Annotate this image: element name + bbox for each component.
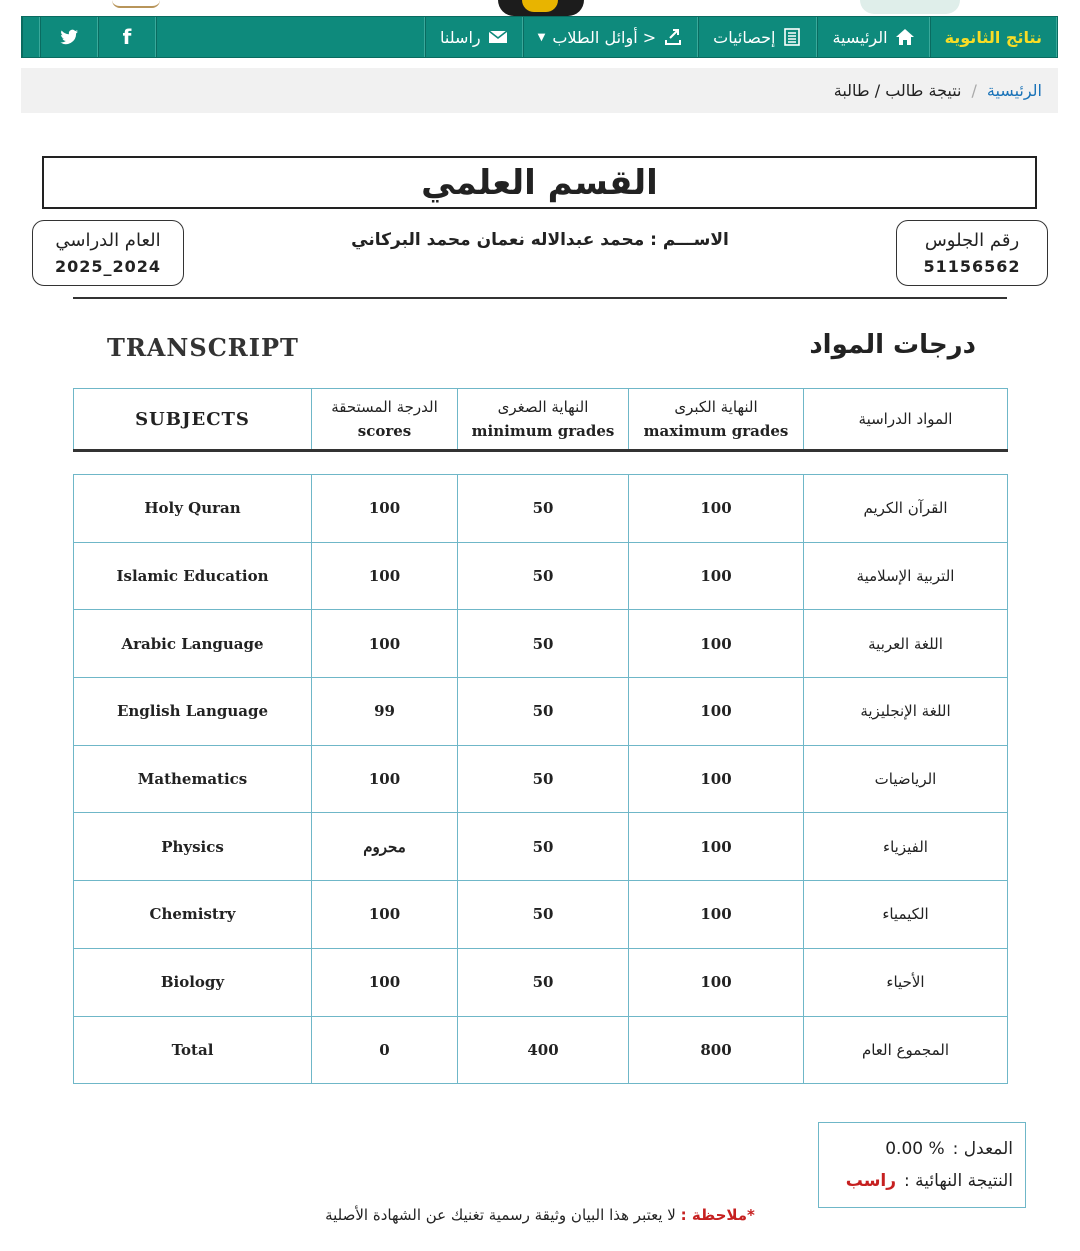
score-cell: 100 <box>312 881 458 949</box>
breadcrumb-separator: / <box>971 81 977 100</box>
min-grade-cell: 50 <box>458 745 629 813</box>
score-cell: محروم <box>312 813 458 881</box>
subject-arabic-cell: الرياضيات <box>804 745 1008 813</box>
min-grade-cell: 50 <box>458 475 629 543</box>
table-row <box>74 678 1008 746</box>
average-label: المعدل : <box>952 1139 1013 1159</box>
subject-arabic-cell: الأحياء <box>804 948 1008 1016</box>
table-row <box>74 745 1008 813</box>
divider <box>73 297 1007 299</box>
subject-arabic-cell: اللغة العربية <box>804 610 1008 678</box>
academic-year-value: 2025_2024 <box>54 257 162 276</box>
nav-item-label: < أوائل الطلاب <box>552 27 657 47</box>
max-grade-cell: 100 <box>629 542 804 610</box>
home-icon <box>895 27 915 47</box>
max-grade-cell: 800 <box>629 1016 804 1084</box>
nav-item-label: الرئيسية <box>832 27 888 47</box>
envelope-icon <box>488 27 508 47</box>
column-header-subjects-ar: المواد الدراسية <box>804 389 1008 451</box>
banner-ornament-right <box>860 0 960 14</box>
transcript-heading-arabic: درجات المواد <box>809 330 976 360</box>
section-title: القسم العلمي <box>42 156 1037 209</box>
nav-item-top-students[interactable] <box>523 17 699 57</box>
result-summary <box>818 1122 1026 1208</box>
breadcrumb <box>21 68 1058 113</box>
max-grade-cell: 100 <box>629 745 804 813</box>
column-header-min-grades: النهاية الصغرى minimum grades <box>458 389 629 451</box>
table-row <box>74 542 1008 610</box>
subject-english-cell: Mathematics <box>74 745 312 813</box>
grades-table-header <box>73 388 1008 452</box>
max-grade-cell: 100 <box>629 475 804 543</box>
score-cell: 100 <box>312 610 458 678</box>
subject-english-cell: Holy Quran <box>74 475 312 543</box>
subject-arabic-cell: الكيمياء <box>804 881 1008 949</box>
breadcrumb-home-link[interactable]: الرئيسية <box>986 81 1042 100</box>
disclaimer-note <box>0 1206 1080 1224</box>
min-grade-cell: 50 <box>458 542 629 610</box>
site-banner <box>0 0 1080 16</box>
caret-down-icon: ▼ <box>537 31 546 43</box>
seat-number-label: رقم الجلوس <box>924 230 1020 251</box>
score-cell: 99 <box>312 678 458 746</box>
table-row <box>74 1016 1008 1084</box>
max-grade-cell: 100 <box>629 813 804 881</box>
average-value: 0.00 % <box>885 1139 945 1159</box>
subject-english-cell: Chemistry <box>74 881 312 949</box>
subject-english-cell: Total <box>74 1016 312 1084</box>
academic-year-box <box>32 220 184 286</box>
score-cell: 100 <box>312 475 458 543</box>
subject-english-cell: Biology <box>74 948 312 1016</box>
min-grade-cell: 50 <box>458 948 629 1016</box>
facebook-icon: f <box>122 25 132 49</box>
nav-item-contact[interactable] <box>425 17 523 57</box>
table-row <box>74 881 1008 949</box>
seat-number-box <box>896 220 1048 286</box>
subject-arabic-cell: المجموع العام <box>804 1016 1008 1084</box>
min-grade-cell: 50 <box>458 610 629 678</box>
table-row <box>74 813 1008 881</box>
twitter-icon <box>59 27 79 47</box>
subject-english-cell: Islamic Education <box>74 542 312 610</box>
min-grade-cell: 50 <box>458 881 629 949</box>
subject-english-cell: Arabic Language <box>74 610 312 678</box>
max-grade-cell: 100 <box>629 610 804 678</box>
nav-item-label: إحصائيات <box>713 27 776 47</box>
table-row <box>74 475 1008 543</box>
student-name-value: محمد عبدالاله نعمان محمد البركاني <box>351 230 645 250</box>
max-grade-cell: 100 <box>629 948 804 1016</box>
nav-item-home[interactable] <box>817 17 929 57</box>
column-header-scores: الدرجة المستحقة scores <box>312 389 458 451</box>
student-name-line <box>250 230 830 250</box>
upload-icon <box>663 27 683 47</box>
column-header-subjects-en: SUBJECTS <box>74 389 312 451</box>
nav-item-label: راسلنا <box>440 27 481 47</box>
nav-item-label: نتائج الثانوية <box>944 27 1042 47</box>
nav-spacer <box>156 17 425 57</box>
note-label: *ملاحظة : <box>680 1206 755 1224</box>
min-grade-cell: 400 <box>458 1016 629 1084</box>
subject-english-cell: English Language <box>74 678 312 746</box>
column-header-max-grades: النهاية الكبرى maximum grades <box>629 389 804 451</box>
subject-arabic-cell: اللغة الإنجليزية <box>804 678 1008 746</box>
min-grade-cell: 50 <box>458 813 629 881</box>
grades-table <box>73 474 1008 1084</box>
student-name-label: الاســـم : <box>650 230 729 250</box>
twitter-link[interactable] <box>40 17 98 57</box>
max-grade-cell: 100 <box>629 881 804 949</box>
average-row <box>831 1133 1013 1165</box>
subject-english-cell: Physics <box>74 813 312 881</box>
banner-ornament <box>112 0 160 8</box>
nav-item-results[interactable] <box>930 17 1057 57</box>
subject-arabic-cell: الفيزياء <box>804 813 1008 881</box>
nav-item-statistics[interactable] <box>698 17 817 57</box>
seat-number-value: 51156562 <box>923 257 1021 276</box>
subject-arabic-cell: التربية الإسلامية <box>804 542 1008 610</box>
transcript-heading-english: TRANSCRIPT <box>107 333 299 362</box>
final-result-label: النتيجة النهائية : <box>904 1171 1013 1191</box>
table-row <box>74 610 1008 678</box>
academic-year-label: العام الدراسي <box>55 230 161 251</box>
final-result-value: راسب <box>845 1171 897 1191</box>
score-cell: 100 <box>312 542 458 610</box>
score-cell: 100 <box>312 745 458 813</box>
main-navbar <box>21 16 1058 58</box>
max-grade-cell: 100 <box>629 678 804 746</box>
facebook-link[interactable] <box>98 17 156 57</box>
note-text: لا يعتبر هذا البيان وثيقة رسمية تغنيك عن الشهادة الأصلية <box>325 1206 676 1224</box>
final-result-row <box>831 1165 1013 1197</box>
score-cell: 100 <box>312 948 458 1016</box>
min-grade-cell: 50 <box>458 678 629 746</box>
subject-arabic-cell: القرآن الكريم <box>804 475 1008 543</box>
breadcrumb-current: نتيجة طالب / طالبة <box>833 81 962 100</box>
table-row <box>74 948 1008 1016</box>
score-cell: 0 <box>312 1016 458 1084</box>
nav-end-cap <box>22 17 40 57</box>
list-icon <box>782 27 802 47</box>
